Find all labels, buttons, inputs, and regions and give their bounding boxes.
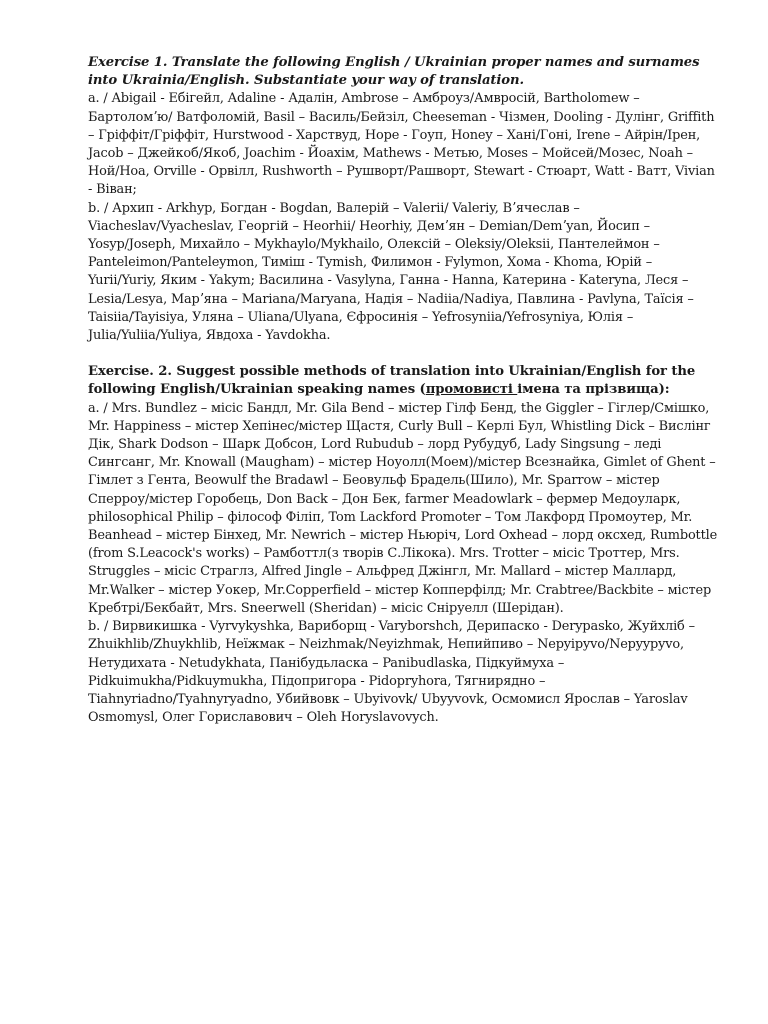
exercise-1-part-a: a. / Abigail - Ебігейл, Adaline - Адалін, Ambrose – Амброуз/Амвросій, Bartholomew – Бартоломʼю/ Ватфоломій, Basil – Василь/Бейзіл, Cheeseman - Чізмен, Dooling - Дулінг, Griffith – Гріффіт/Гріффіт, Hurstwood - Харствуд, Hope - Гоуп, Honey – Хані/Гоні, Irene – Айрін/Ірен, Jacob – Джейкоб/Якоб, Joachim - Йоахім, Mathews - Метью, Moses – Мойсей/Мозес, Noah – Ной/Ноа, Orville - Орвілл, Rushworth – Рушворт/Рашворт, Stewart - Стюарт, Watt - Ватт, Vivian - Віван; [88, 91, 715, 198]
exercise-2-section [88, 363, 720, 727]
exercise-2-part-b: b. / Вирвикишка - Vyrvykyshka, Вариборщ - Varyborshch, Дерипаско - Deryрasko, Жуйхліб – Zhuikhlib/Zhuykhlib, Неїжмак – Neizhmak/Neyizhmak, Непийпиво – Nepyipyvo/Nepyypyvo, Нетудихата - Netudykhata, Панібудьласка – Panibudlaska, Підкуймуха – Pidkuimukha/Pidkuymukha, Підопригора - Pidopryhora, Тягнирядно – Tiahnyriadno/Tyahnyryadno, Убийвовк – Ubyivovk/ Ubyyvovk, Осмомисл Ярослав – Yaroslav Osmomysl, Олег Гориславович – Oleh Horyslavovych. [88, 619, 695, 726]
exercise-2-part-a: a. / Mrs. Bundlez – місіс Бандл, Mr. Gila Bend – містер Гілф Бенд, the Giggler – Гіглер/Смішко, Mr. Happiness – містер Хепінес/містер Щастя, Curly Bull – Керлі Бул, Whistling Dick – Вислінг Дік, Shark Dodson – Шарк Добсон, Lord Rubudub – лорд Рубудуб, Lady Singsung – леді Сингсанг, Mr. Knowall (Maugham) – містер Ноуолл(Моем)/містер Всезнайка, Gimlet of Ghent – Гімлет з Гента, Beowulf the Bradawl – Беовульф Брадель(Шило), Mr. Sparrow – містер Сперроу/містер Горобець, Don Back – Дон Бек, farmer Meadowlark – фермер Медоуларк, philosophical Philip – філософ Філіп, Tom Lackford Promoter – Том Лакфорд Промоутер, Mr. Beanhead – містер Бінхед, Mr. Newrich – містер Ньюріч, Lord Oxhead – лорд оксхед, Rumbottle (from S.Leacock's works) – Рамботтл(з творів С.Лікока). Mrs. Trotter – місіс Троттер, Mrs. Struggles – місіс Стрaглз, Alfred Jingle – Альфред Джінгл, Mr. Mallard – містер Маллард, Mr.Walker – містер Уокер, Mr.Copperfield – містер Копперфілд; Mr. Crabtree/Backbite – містер Кребтрі/Бекбайт, Mrs. Sneerwell (Sheridan) – місіс Сніруелл (Шерідан). [88, 400, 718, 616]
exercise-1-part-b: b. / Архип - Arkhyp, Богдан - Bogdan, Валерій – Valerii/ Valeriy, Вʼячеслав – Viacheslav/Vyacheslav, Георгій – Heorhii/ Heorhiy, Демʼян – Demian/Demʼyan, Йосип – Yosyp/Joseph, Михайло – Mykhaylo/Mykhailo, Олексій – Oleksiy/Oleksii, Пантелеймон – Panteleimon/Panteleymon, Тиміш - Tymish, Филимон - Fylymon, Хома - Khoma, Юрій – Yurii/Yuriy, Яким - Yakym; Василина - Vasylyna, Ганна - Hanna, Катерина - Kateryna, Леся – Lesia/Lesya, Марʼяна – Mariana/Maryana, Надія – Nadiia/Nadiya, Павлина - Pavlyna, Таїсія – Taisiia/Tayisiya, Уляна – Uliana/Ulyana, Єфросинія – Yefrosyniia/Yefrosyniya, Юлія – Julia/Yuliia/Yuliya, Явдоха - Yavdokha. [88, 200, 694, 344]
exercise-2-heading-tail: імена та прізвища): [517, 382, 670, 398]
document-page [88, 54, 720, 727]
exercise-2-heading-main: Exercise. 2. Suggest possible methods of translation into Ukrainian/English for the following English/Ukrainian speaking names ( [88, 364, 696, 398]
exercise-1-heading: Exercise 1. Translate the following English / Ukrainian proper names and surnames into Ukrainia/English. Substantiate your way of translation. [88, 55, 700, 89]
exercise-2-heading [88, 363, 720, 399]
exercise-2-heading-underlined: промовисті [425, 382, 518, 398]
